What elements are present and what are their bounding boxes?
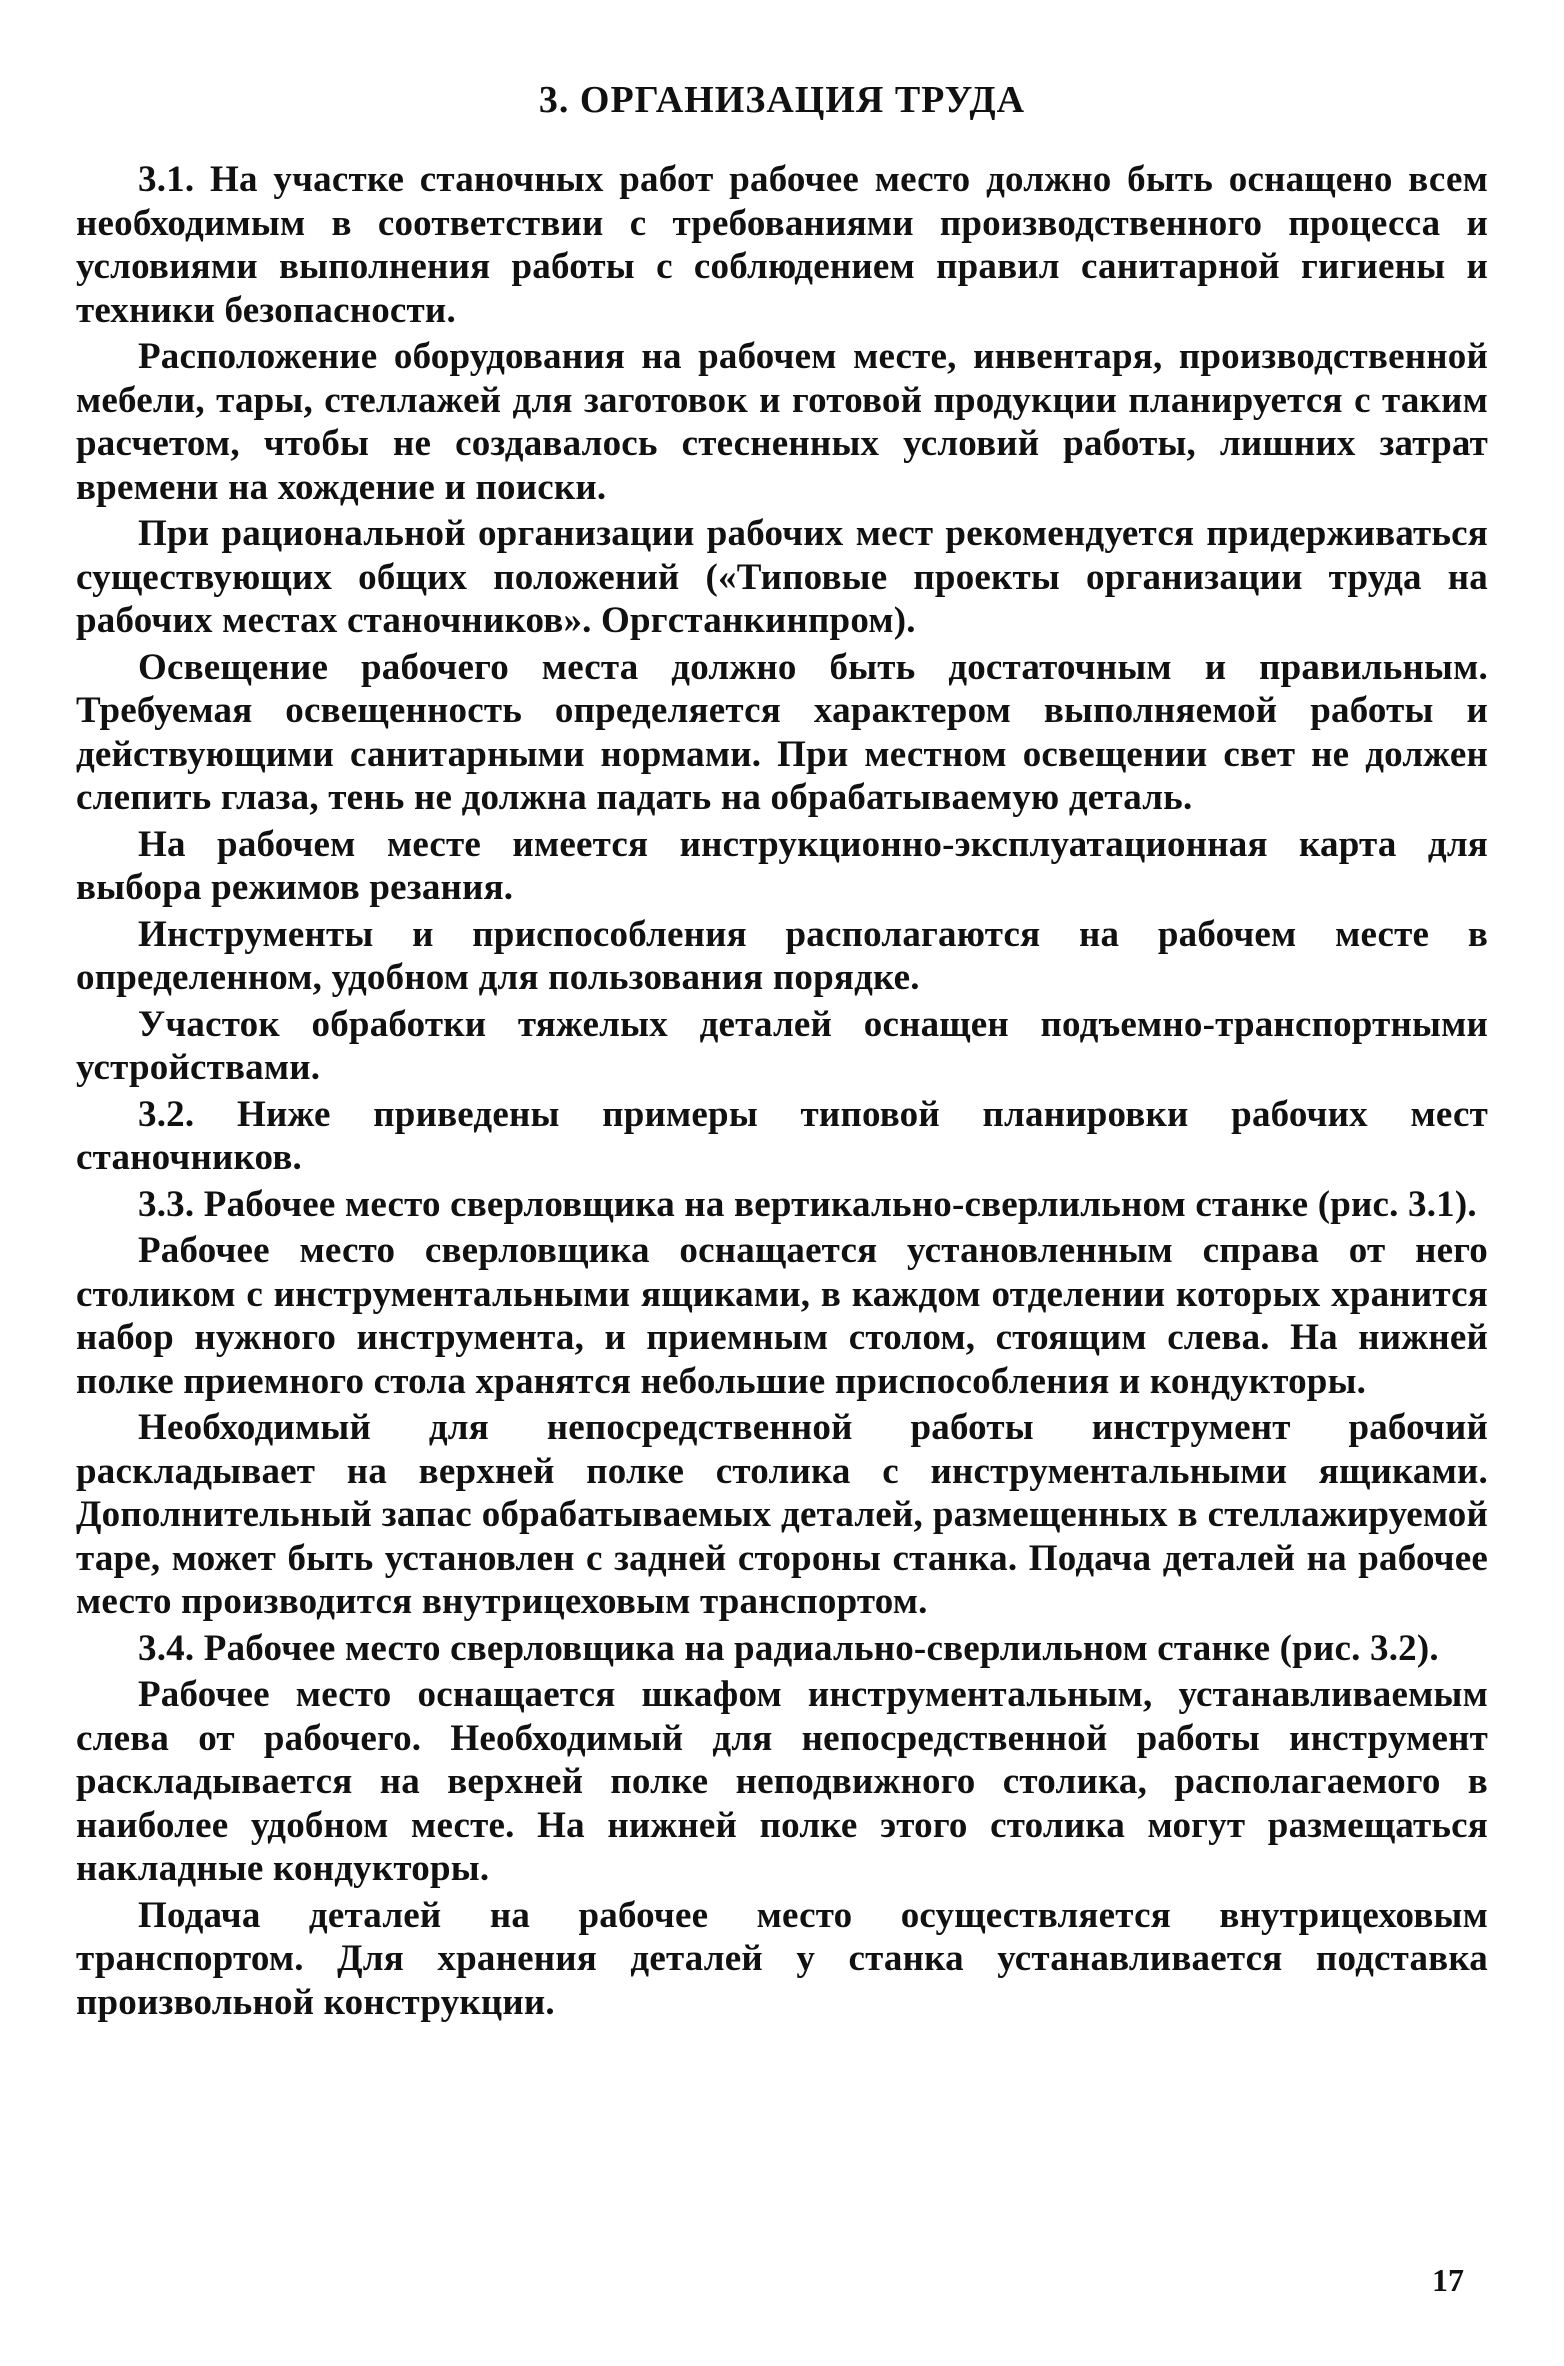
- document-page: [76, 0, 1488, 2366]
- paragraph-number: 3.3.: [138, 1183, 195, 1225]
- paragraph-driller-equipment: Рабочее место сверловщика оснащается установленным справа от него столиком с инструментальными ящиками, в каждом отделении которых хранится набор нужного инструмента, и приемным столом, стоящим слева. На нижней полке приемного стола хранятся небольшие приспособления и кондукторы.: [76, 1230, 1488, 1402]
- paragraph-3-3: [76, 1183, 1488, 1227]
- paragraph-rational-organization: При рациональной организации рабочих мест рекомендуется придерживаться существующих общих положений («Типовые проекты организации труда на рабочих местах станочников». Оргстанкинпром).: [76, 513, 1488, 641]
- paragraph-3-1: [76, 158, 1488, 332]
- paragraph-3-2: [76, 1093, 1488, 1180]
- figure-reference: (рис. 3.1).: [1317, 1183, 1477, 1225]
- figure-reference: (рис. 3.2).: [1279, 1627, 1439, 1669]
- paragraph-number: 3.2.: [138, 1093, 195, 1135]
- section-title: 3. ОРГАНИЗАЦИЯ ТРУДА: [538, 79, 1026, 121]
- paragraph-driller-tools: Необходимый для непосредственной работы инструмент рабочий раскладывает на верхней полке столика с инструментальными ящиками. Дополнительный запас обрабатываемых деталей, размещенных в стеллажируемой таре, может быть установлен с задней стороны станка. Подача деталей на рабочее место производится внутрицеховым транспортом.: [76, 1407, 1488, 1622]
- paragraph-heavy-parts: Участок обработки тяжелых деталей оснащен подъемно-транспортными устройствами.: [76, 1003, 1488, 1088]
- paragraph-text: Ниже приведены примеры типовой планировки рабочих мест станочников.: [76, 1093, 1489, 1178]
- paragraph-radial-equipment: Рабочее место оснащается шкафом инструментальным, устанавливаемым слева от рабочего. Необходимый для непосредственной работы инструмент раскладывается на верхней полке неподвижного столика, располагаемого в наиболее удобном месте. На нижней полке этого столика могут размещаться накладные кондукторы.: [76, 1674, 1488, 1889]
- paragraph-equipment-placement: Расположение оборудования на рабочем месте, инвентаря, производственной мебели, тары, стеллажей для заготовок и готовой продукции планируется с таким расчетом, чтобы не создавалось стесненных условий работы, лишних затрат времени на хождение и поиски.: [76, 336, 1488, 508]
- paragraph-instruction-card: На рабочем месте имеется инструкционно-эксплуатационная карта для выбора режимов резания.: [76, 823, 1488, 908]
- paragraph-number: 3.1.: [138, 159, 195, 200]
- paragraph-text: На участке станочных работ рабочее место должно быть оснащено всем необходимым в соответствии с требованиями производственного процесса и условиями выполнения работы с соблюдением правил санитарной гигиены и техники безопасности.: [76, 159, 1488, 331]
- subsection-heading: Рабочее место сверловщика на вертикально-сверлильном станке: [203, 1183, 1309, 1225]
- paragraph-lighting: Освещение рабочего места должно быть достаточным и правильным. Требуемая освещенность определяется характером выполняемой работы и действующими санитарными нормами. При местном освещении свет не должен слепить глаза, тень не должна падать на обрабатываемую деталь.: [76, 646, 1488, 818]
- paragraph-tools-placement: Инструменты и приспособления располагаются на рабочем месте в определенном, удобном для пользования порядке.: [76, 913, 1488, 998]
- paragraph-number: 3.4.: [138, 1627, 195, 1669]
- page-number: 17: [1432, 2262, 1464, 2298]
- paragraph-3-4: [76, 1627, 1488, 1671]
- body-text: [76, 158, 1488, 2027]
- paragraph-parts-delivery: Подача деталей на рабочее место осуществляется внутрицеховым транспортом. Для хранения деталей у станка устанавливается подставка произвольной конструкции.: [76, 1894, 1488, 2023]
- subsection-heading: Рабочее место сверловщика на радиально-сверлильном станке: [203, 1627, 1271, 1669]
